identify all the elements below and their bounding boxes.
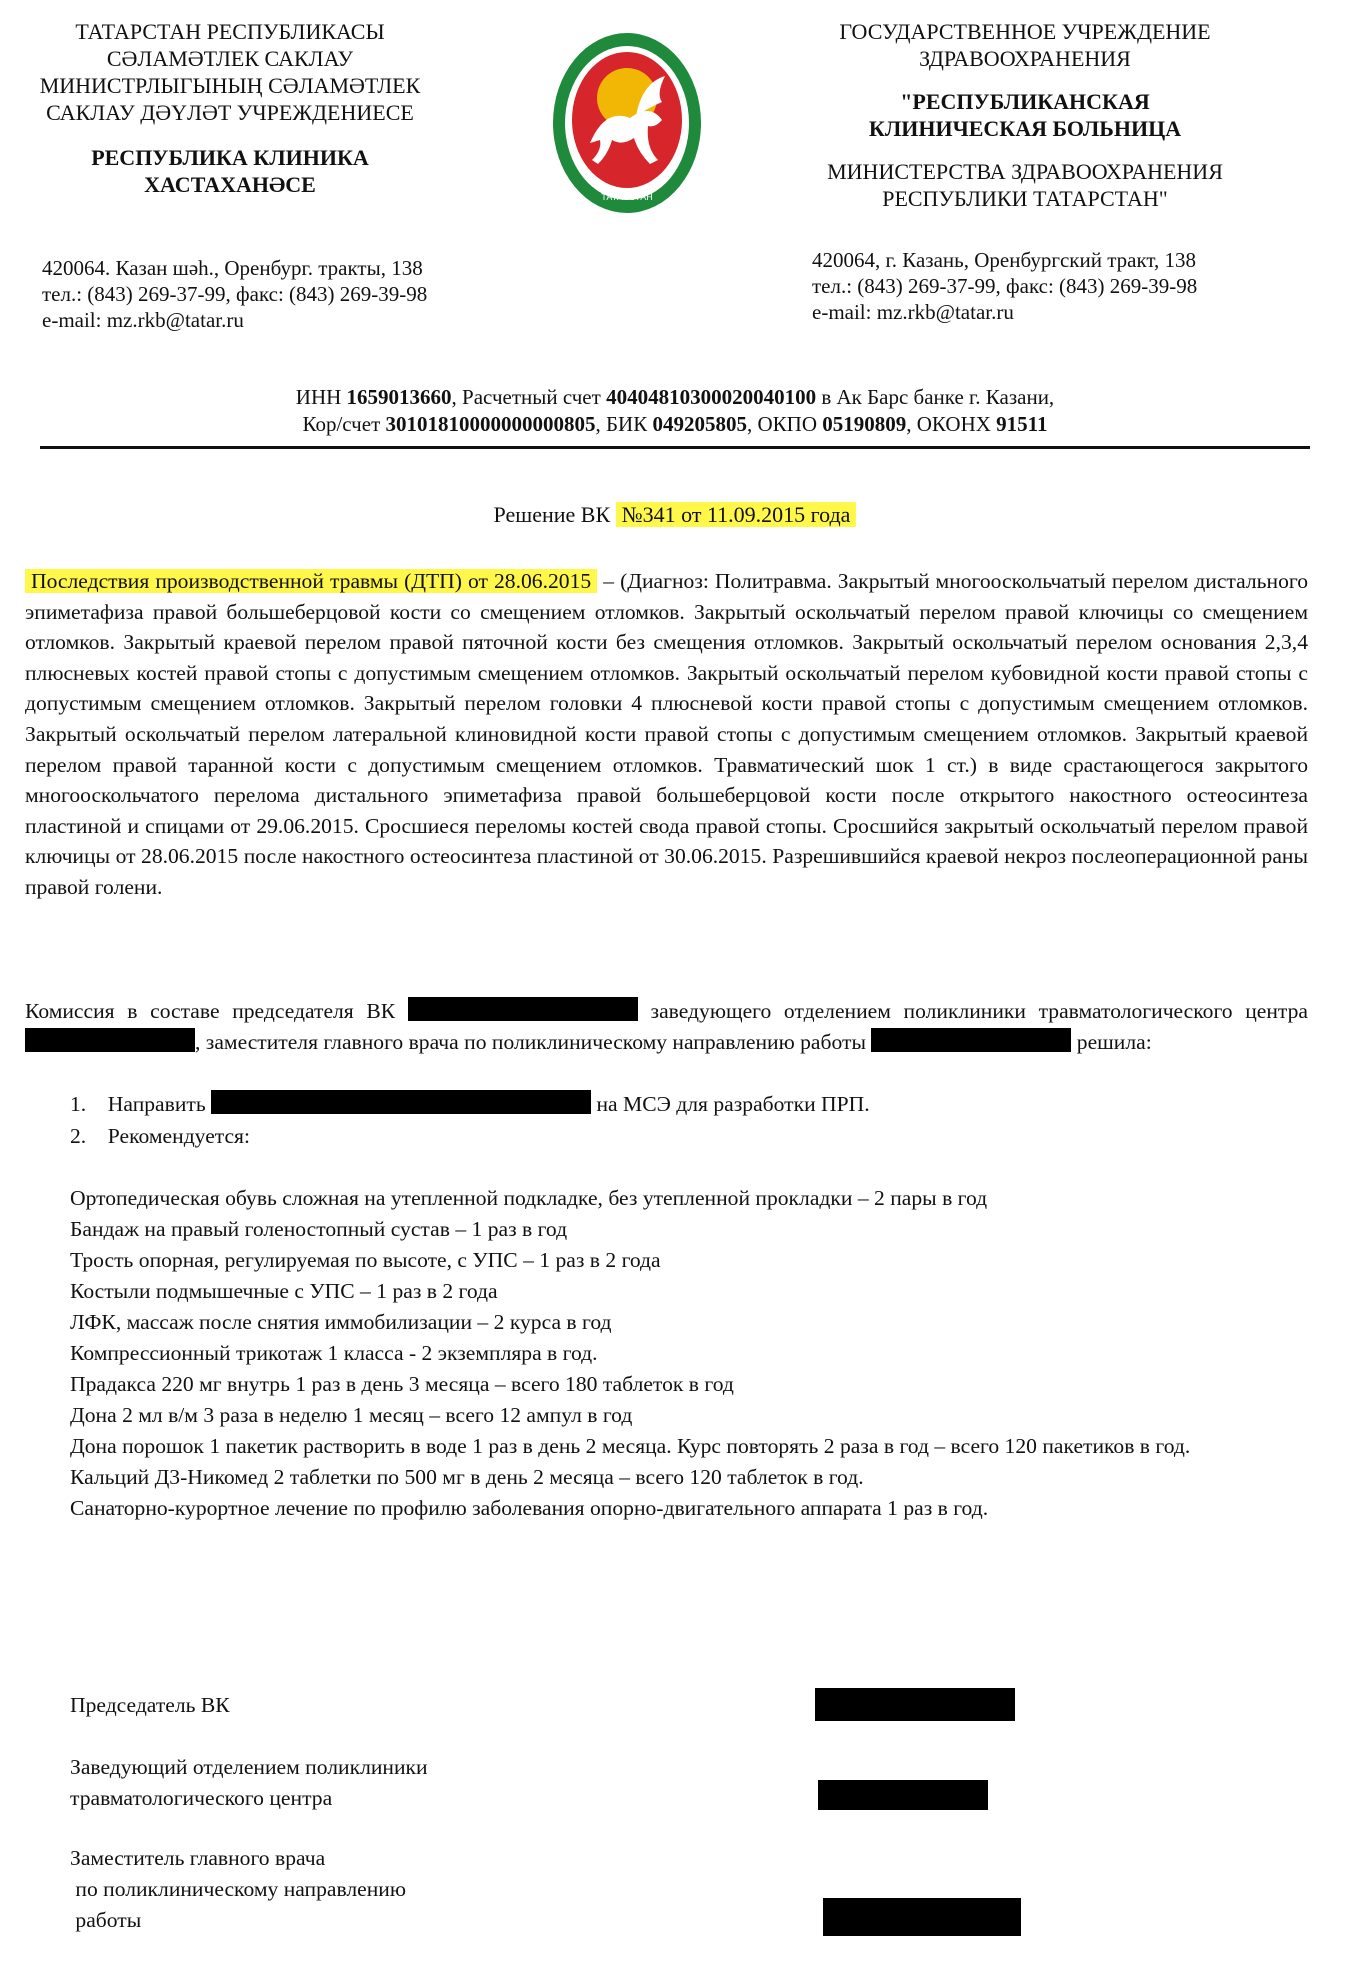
header-right-line2: ЗДРАВООХРАНЕНИЯ	[919, 46, 1131, 71]
decision-item-1	[70, 1089, 1270, 1120]
header-right-email: e-mail: mz.rkb@tatar.ru	[812, 300, 1014, 324]
tatarstan-emblem	[550, 28, 705, 218]
recommendation-item: Дона порошок 1 пакетик растворить в воде 1 раз в день 2 месяца. Курс повторять 2 раза в год – всего 120 пакетиков в год.	[70, 1434, 1191, 1458]
header-left-email: e-mail: mz.rkb@tatar.ru	[42, 308, 244, 332]
recommendation-item: Трость опорная, регулируемая по высоте, с УПС – 1 раз в 2 года	[70, 1248, 661, 1272]
diagnosis-text: – (Диагноз: Политравма. Закрытый многооскольчатый перелом дистального эпиметафиза правой большеберцовой кости со смещением отломков. Закрытый оскольчатый перелом правой ключицы со смещением отломков. Закрытый краевой перелом правой пяточной кости без смещения отломков. Закрытый оскольчатый перелом основания 2,3,4 плюсневых костей правой стопы с допустимым смещением отломков. Закрытый оскольчатый перелом кубовидной кости правой стопы с допустимым смещением отломков. Закрытый перелом головки 4 плюсневой кости правой стопы с допустимым смещением отломков. Закрытый оскольчатый перелом латеральной клиновидной кости правой стопы с допустимым смещением отломков. Закрытый краевой перелом правой таранной кости с допустимым смещением отломков. Травматический шок 1 ст.) в виде срастающегося закрытого многооскольчатого перелома дистального эпиметафиза правой большеберцовой кости после открытого накостного остеосинтеза пластиной и спицами от 29.06.2015. Сросшиеся переломы костей свода правой стопы. Сросшийся закрытый оскольчатый перелом правой ключицы от 28.06.2015 после накостного остеосинтеза пластиной от 30.06.2015. Разрешившийся краевой некроз послеоперационной раны правой голени.	[25, 569, 1308, 899]
header-left-line2: СӘЛАМӘТЛЕК САКЛАУ	[106, 46, 354, 71]
commission-part1: Комиссия в составе председателя ВК	[25, 999, 396, 1023]
signature-deputy-line1: Заместитель главного врача	[70, 1846, 326, 1870]
item1-number: 1.	[70, 1092, 87, 1116]
commission-part4: решила:	[1076, 1029, 1152, 1054]
recommendations-list	[70, 1183, 1300, 1524]
header-left-line4: САКЛАУ ДӘҮЛӘТ УЧРЕЖДЕНИЕСЕ	[46, 100, 414, 125]
header-left-name2: ХАСТАХАНӘСЕ	[144, 172, 316, 197]
decision-item-2	[70, 1121, 1270, 1152]
item2-number: 2.	[70, 1124, 87, 1148]
okpo-value: 05190809	[822, 412, 907, 436]
signature-head-line1: Заведующий отделением поликлиники	[70, 1755, 428, 1779]
recommendation-item: ЛФК, массаж после снятия иммобилизации – 2 курса в год	[70, 1310, 612, 1334]
inn-label: ИНН	[295, 385, 347, 409]
diagnosis-paragraph	[25, 566, 1308, 903]
redacted-head-signature	[818, 1780, 988, 1810]
signature-deputy	[70, 1843, 406, 1936]
kor-value: 30101810000000000805	[385, 412, 596, 436]
bank-line1	[40, 384, 1310, 411]
bank-line2	[40, 411, 1310, 438]
bank-name: в Ак Барс банке г. Казани,	[816, 385, 1055, 409]
decision-number: №341 от 11.09.2015 года	[616, 502, 857, 527]
redacted-chair-signature	[815, 1688, 1015, 1721]
recommendation-item: Кальций Д3-Никомед 2 таблетки по 500 мг в день 2 месяца – всего 120 таблеток в год.	[70, 1465, 864, 1489]
okonh-value: 91511	[996, 412, 1048, 436]
header-right-line4: РЕСПУБЛИКИ ТАТАРСТАН"	[882, 186, 1168, 211]
header-left-phone: тел.: (843) 269-37-99, факс: (843) 269-39-98	[42, 282, 428, 306]
header-right-address: 420064, г. Казань, Оренбургский тракт, 138	[812, 248, 1196, 272]
item1-text-a: Направить	[107, 1092, 206, 1116]
bik-value: 049205805	[652, 412, 747, 436]
account-value: 40404810300020040100	[606, 385, 817, 409]
recommendation-item: Костыли подмышечные с УПС – 1 раз в 2 года	[70, 1279, 498, 1303]
redacted-deputy-signature	[823, 1898, 1021, 1936]
commission-part2: заведующего отделением поликлиники травматологического центра	[650, 999, 1309, 1023]
commission-part3: , заместителя главного врача по поликлиническому направлению работы	[195, 1029, 866, 1054]
recommendation-item: Ортопедическая обувь сложная на утепленной подкладке, без утепленной прокладки – 2 пары в год	[70, 1186, 988, 1210]
header-divider	[40, 446, 1310, 449]
header-right-phone: тел.: (843) 269-37-99, факс: (843) 269-39-98	[812, 274, 1198, 298]
redacted-deputy-name	[871, 1028, 1071, 1052]
signature-chair-title: Председатель ВК	[70, 1693, 230, 1717]
signature-chair	[70, 1690, 230, 1721]
header-left-line1: ТАТАРСТАН РЕСПУБЛИКАСЫ	[75, 19, 385, 44]
signature-head-line2: травматологического центра	[70, 1786, 333, 1810]
recommendation-item: Санаторно-курортное лечение по профилю заболевания опорно-двигательного аппарата 1 раз в год.	[70, 1496, 989, 1520]
inn-value: 1659013660	[346, 385, 452, 409]
signature-deputy-line2: по поликлиническому направлению	[70, 1877, 406, 1901]
bank-details	[40, 384, 1310, 438]
recommendation-item: Дона 2 мл в/м 3 раза в неделю 1 месяц – всего 12 ампул в год	[70, 1403, 633, 1427]
emblem-ribbon-text: ТАТАРСТАН	[601, 192, 653, 202]
okonh-label: , ОКОНХ	[906, 412, 997, 436]
recommendation-item: Бандаж на правый голеностопный сустав – 1 раз в год	[70, 1217, 568, 1241]
commission-paragraph	[25, 996, 1308, 1057]
header-left	[20, 18, 440, 198]
header-right	[800, 18, 1250, 212]
header-right-line3: МИНИСТЕРСТВА ЗДРАВООХРАНЕНИЯ	[827, 159, 1223, 184]
decision-prefix: Решение ВК	[493, 502, 616, 527]
item2-text: Рекомендуется:	[107, 1124, 250, 1148]
decision-title	[40, 502, 1310, 528]
redacted-patient-name	[211, 1090, 591, 1114]
header-left-address-block	[42, 255, 512, 333]
recommendation-item: Компрессионный трикотаж 1 класса - 2 экземпляра в год.	[70, 1341, 598, 1365]
header-left-name1: РЕСПУБЛИКА КЛИНИКА	[91, 145, 369, 170]
recommendation-item: Прадакса 220 мг внутрь 1 раз в день 3 месяца – всего 180 таблеток в год	[70, 1372, 734, 1396]
item1-text-b: на МСЭ для разработки ПРП.	[596, 1092, 870, 1116]
header-right-name2: КЛИНИЧЕСКАЯ БОЛЬНИЦА	[868, 116, 1182, 141]
diagnosis-highlight: Последствия производственной травмы (ДТП) от 28.06.2015	[25, 569, 597, 593]
header-left-address: 420064. Казан шәһ., Оренбург. тракты, 138	[42, 256, 423, 280]
signature-head	[70, 1752, 428, 1814]
header-left-line3: МИНИСТРЛЫГЫНЫҢ СӘЛАМӘТЛЕК	[39, 73, 421, 98]
account-label: , Расчетный счет	[451, 385, 607, 409]
header-right-line1: ГОСУДАРСТВЕННОЕ УЧРЕЖДЕНИЕ	[839, 19, 1211, 44]
kor-label: Кор/счет	[302, 412, 386, 436]
bik-label: , БИК	[595, 412, 653, 436]
redacted-head-name	[25, 1028, 195, 1052]
signature-deputy-line3: работы	[70, 1908, 142, 1932]
okpo-label: , ОКПО	[746, 412, 823, 436]
header-right-name1: "РЕСПУБЛИКАНСКАЯ	[900, 89, 1150, 114]
header-right-address-block	[812, 247, 1282, 325]
redacted-chair-name	[408, 997, 638, 1021]
